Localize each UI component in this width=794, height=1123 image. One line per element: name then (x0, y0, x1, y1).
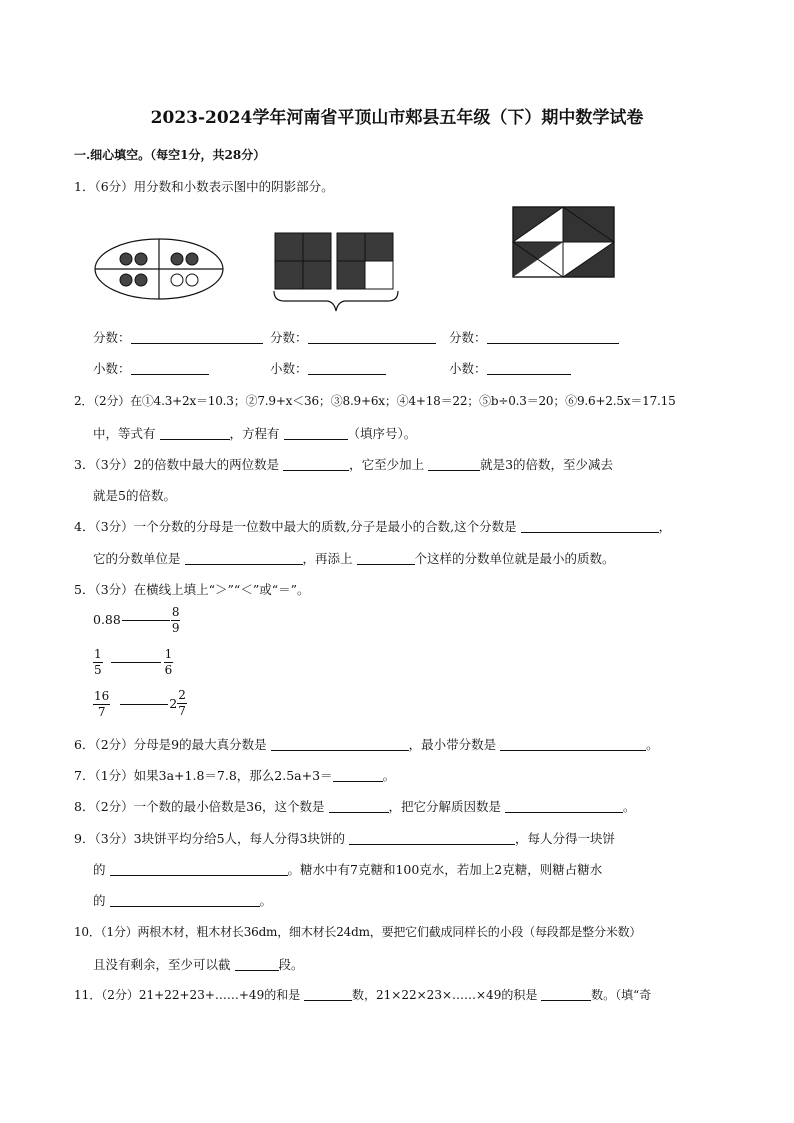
compare-row-3 (93, 688, 187, 720)
question-7 (74, 766, 395, 784)
decimal-label-3: 小数： (449, 361, 487, 376)
q4-text-b: ， (658, 519, 672, 534)
q2-text-c: （填序号）。 (347, 426, 417, 441)
q9-text-b: ，每人分得一块饼 (515, 831, 616, 846)
blank-q6-proper-fraction[interactable] (271, 750, 409, 751)
question-9-line-1 (74, 829, 615, 847)
numerator: 1 (164, 647, 173, 661)
q7-text-a: 7．（1分）如果3a+1.8＝7.8，那么2.5a+3＝ (74, 768, 333, 783)
whole-part: 2 (169, 696, 178, 711)
question-5-text: 5．（3分）在横线上填上“＞”“＜”或“＝”。 (74, 582, 310, 597)
denominator: 6 (164, 663, 173, 677)
answer-col-3-decimal (449, 359, 571, 377)
q6-text-b: ，最小带分数是 (408, 737, 497, 752)
question-10-line-2 (93, 955, 304, 973)
page-title: 2023-2024学年河南省平顶山市郏县五年级（下）期中数学试卷 (150, 108, 644, 128)
denominator: 7 (97, 705, 106, 719)
numerator: 1 (94, 647, 102, 661)
blank-q9-sugar[interactable] (110, 906, 260, 907)
blank-compare-2[interactable] (111, 662, 161, 663)
q3-text-b: ，它至少加上 (349, 457, 425, 472)
q10-text-a: 且没有剩余，至少可以截 (93, 957, 231, 972)
blank-q3-max-two-digit[interactable] (283, 470, 349, 471)
oval-dots-figure (93, 237, 225, 301)
q11-text-c: 数。（填“奇 (591, 988, 652, 1002)
blank-q7[interactable] (333, 781, 383, 782)
section-heading: 一.细心填空。（每空1分，共28分） (74, 148, 266, 162)
compare-2-left-fraction (93, 647, 103, 678)
q8-text-b: ，把它分解质因数是 (388, 799, 502, 814)
blank-q2-equations-of-unknown[interactable] (284, 439, 348, 440)
question-2-line-2 (93, 424, 416, 442)
blank-q11-sum[interactable] (304, 1000, 352, 1001)
q10-text-b: 段。 (278, 957, 304, 972)
compare-3-right-mixed-number (169, 688, 187, 719)
blank-q11-product[interactable] (541, 1000, 591, 1001)
answer-col-2-fraction (270, 328, 436, 346)
q4-text-d: ，再添上 (302, 551, 353, 566)
q9-text-d: 。糖水中有7克糖和100克水，若加上2克糖，则糖占糖水 (287, 862, 603, 877)
compare-row-2 (93, 647, 173, 678)
denominator: 9 (171, 621, 180, 635)
blank-compare-3[interactable] (120, 704, 168, 705)
compare-2-right-fraction (164, 647, 174, 678)
question-9-line-2 (93, 860, 602, 878)
blank-q4-fraction[interactable] (521, 532, 659, 533)
answer-row-fractions (93, 328, 263, 346)
decimal-label-2: 小数： (270, 361, 308, 376)
compare-row-1 (93, 605, 180, 636)
blank-q4-unit[interactable] (185, 564, 303, 565)
q9-text-a: 9．（3分）3块饼平均分给5人，每人分得3块饼的 (74, 831, 346, 846)
answer-col-3-fraction (449, 328, 619, 346)
decimal-label-1: 小数： (93, 361, 131, 376)
compare-1-left: 0.88 (93, 612, 121, 627)
q4-text-e: 个这样的分数单位就是最小的质数。 (414, 551, 615, 566)
denominator: 7 (178, 704, 186, 718)
blank-decimal-2[interactable] (308, 374, 386, 375)
triangle-rectangle-figure (512, 205, 616, 279)
q8-text-c: 。 (623, 799, 636, 814)
numerator: 16 (94, 689, 110, 703)
q3-text-a: 3．（3分）2的倍数中最大的两位数是 (74, 457, 280, 472)
blank-fraction-2[interactable] (308, 343, 436, 344)
q8-text-a: 8．（2分）一个数的最小倍数是36，这个数是 (74, 799, 325, 814)
numerator: 2 (178, 688, 186, 702)
q3-text-c: 就是3的倍数，至少减去 (480, 457, 614, 472)
q6-text-c: 。 (646, 737, 659, 752)
q2-text-b: ，方程有 (229, 426, 280, 441)
question-11 (74, 986, 651, 1003)
question-4-line-1 (74, 517, 671, 535)
numerator: 8 (171, 605, 180, 619)
fraction-label-3: 分数： (449, 330, 487, 345)
q4-text-c: 它的分数单位是 (93, 551, 181, 566)
answer-row-decimals (93, 359, 209, 377)
blank-q3-add[interactable] (428, 470, 480, 471)
blank-q9-per-cake[interactable] (110, 875, 288, 876)
question-1-text: 1．（6分）用分数和小数表示图中的阴影部分。 (74, 179, 334, 194)
blank-q8-factorization[interactable] (505, 812, 623, 813)
blank-q9-part[interactable] (349, 844, 515, 845)
q9-text-f: 。 (259, 893, 273, 908)
denominator: 5 (94, 663, 102, 677)
blank-fraction-1[interactable] (131, 343, 263, 344)
blank-decimal-3[interactable] (487, 374, 571, 375)
blank-q4-count[interactable] (357, 564, 415, 565)
blank-compare-1[interactable] (122, 620, 170, 621)
question-2-line-1: 2．（2分）在①4.3+2x＝10.3；②7.9+x＜36；③8.9+6x；④4+18＝22；⑤b÷0.3＝20；⑥9.6+2.5x＝17.15 (74, 394, 676, 408)
blank-decimal-1[interactable] (131, 374, 209, 375)
q6-text-a: 6．（2分）分母是9的最大真分数是 (74, 737, 267, 752)
question-3-line-2: 就是5的倍数。 (93, 488, 176, 503)
q7-text-b: 。 (382, 768, 396, 783)
blank-q2-equations[interactable] (160, 439, 230, 440)
q2-text-a: 中，等式有 (93, 426, 156, 441)
q9-text-e: 的 (93, 893, 106, 908)
compare-1-right-fraction (171, 605, 181, 636)
question-3-line-1 (74, 455, 613, 473)
q11-text-a: 11．（2分）21+22+23+……+49的和是 (74, 988, 301, 1002)
question-6 (74, 735, 659, 753)
blank-fraction-3[interactable] (487, 343, 619, 344)
q4-text-a: 4．（3分）一个分数的分母是一位数中最大的质数,分子是最小的合数,这个分数是 (74, 519, 517, 534)
q9-text-c: 的 (93, 862, 106, 877)
fraction-label-2: 分数： (270, 330, 308, 345)
question-10-line-1: 10．（1分）两根木材，粗木材长36dm，细木材长24dm，要把它们截成同样长的小段（每段都是整分米数） (74, 925, 642, 939)
question-4-line-2 (93, 549, 615, 567)
compare-3-left-fraction (93, 689, 110, 720)
blank-q10[interactable] (235, 970, 279, 971)
q11-text-b: 数，21×22×23×……×49的积是 (352, 988, 538, 1002)
question-9-line-3 (93, 891, 272, 909)
fraction-label-1: 分数： (93, 330, 131, 345)
blank-q6-mixed-number[interactable] (500, 750, 646, 751)
question-8 (74, 797, 636, 815)
grid-squares-figure (270, 231, 402, 317)
answer-col-2-decimal (270, 359, 386, 377)
blank-q8-number[interactable] (329, 812, 389, 813)
